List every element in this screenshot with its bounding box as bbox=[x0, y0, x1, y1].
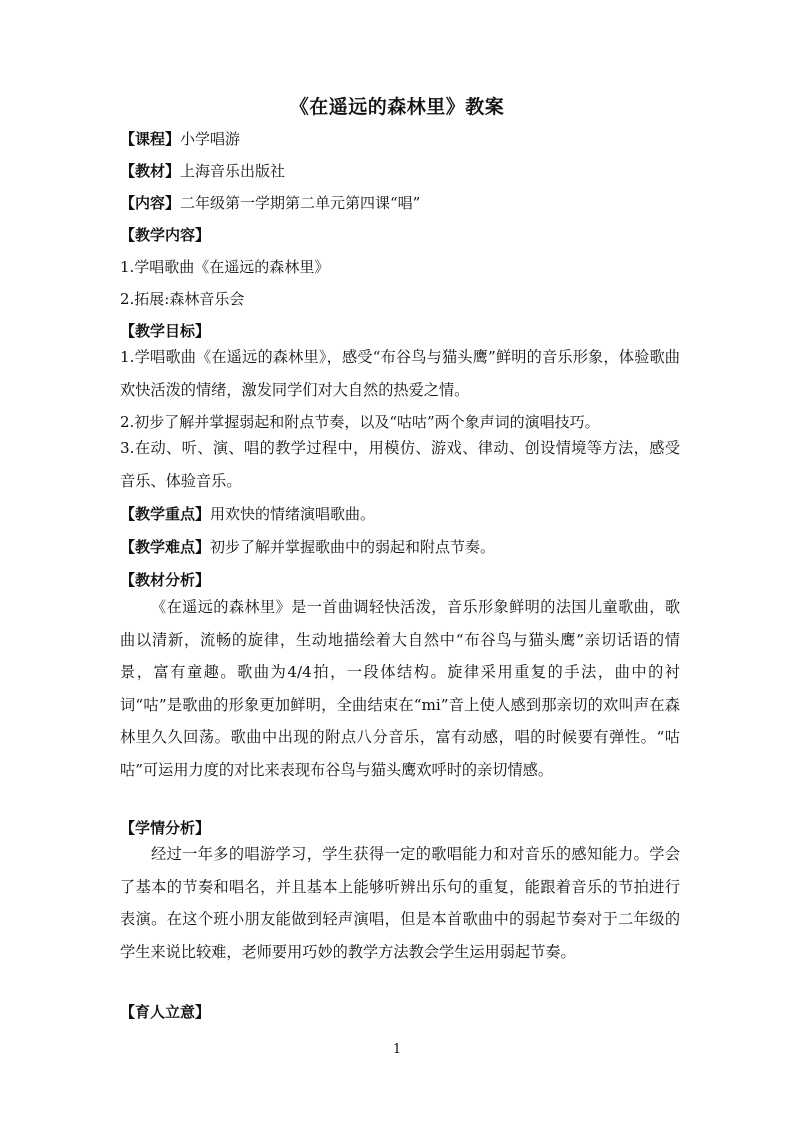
course-value: 小学唱游 bbox=[180, 130, 241, 148]
textbook-line bbox=[120, 161, 680, 181]
key-point-value: 用欢快的情绪演唱歌曲。 bbox=[210, 505, 376, 523]
teaching-content-item-1: 1.学唱歌曲《在遥远的森林里》 bbox=[120, 258, 330, 276]
material-analysis-text: 《在遥远的森林里》是一首曲调轻快活泼，音乐形象鲜明的法国儿童歌曲，歌曲以清新，流畅的旋律，生动地描绘着大自然中“布谷鸟与猫头鹰”亲切话语的情景，富有童趣。歌曲为4/4拍，一段体结构。旋律采用重复的手法，曲中的衬词“咕”是歌曲的形象更加鲜明，全曲结束在“mi”音上使人感到那亲切的欢叫声在森林里久久回荡。歌曲中出现的附点八分音乐，富有动感，唱的时候要有弹性。“咕咕”可运用力度的对比来表现布谷鸟与猫头鹰欢呼时的亲切情感。 bbox=[120, 598, 680, 779]
course-label: 【课程】 bbox=[120, 130, 181, 148]
content-line bbox=[120, 193, 680, 213]
content-label: 【内容】 bbox=[120, 194, 181, 212]
teaching-content-heading: 【教学内容】 bbox=[120, 226, 211, 244]
objectives-heading: 【教学目标】 bbox=[120, 322, 211, 340]
student-analysis-heading: 【学情分析】 bbox=[120, 819, 211, 837]
textbook-label: 【教材】 bbox=[120, 162, 181, 180]
difficulty-label: 【教学难点】 bbox=[120, 538, 211, 556]
student-analysis-text: 经过一年多的唱游学习，学生获得一定的歌唱能力和对音乐的感知能力。学会了基本的节奏和唱名，并且基本上能够听辨出乐句的重复，能跟着音乐的节拍进行表演。在这个班小朋友能做到轻声演唱，但是本首歌曲中的弱起节奏对于二年级的学生来说比较难，老师要用巧妙的教学方法教会学生运用弱起节奏。 bbox=[120, 845, 680, 961]
page-title: 《在遥远的森林里》教案 bbox=[289, 96, 505, 118]
course-line bbox=[120, 129, 680, 149]
objective-item-2: 2.初步了解并掌握弱起和附点节奏，以及“咕咕”两个象声词的演唱技巧。 bbox=[120, 413, 600, 431]
textbook-value: 上海音乐出版社 bbox=[180, 162, 286, 180]
content-value: 二年级第一学期第二单元第四课“唱” bbox=[180, 194, 421, 212]
education-intent-heading: 【育人立意】 bbox=[120, 1003, 211, 1021]
teaching-content-item-2: 2.拓展:森林音乐会 bbox=[120, 290, 245, 308]
difficulty-value: 初步了解并掌握歌曲中的弱起和附点节奏。 bbox=[210, 538, 496, 556]
objective-item-1: 1.学唱歌曲《在遥远的森林里》，感受“布谷鸟与猫头鹰”鲜明的音乐形象，体验歌曲欢快活泼的情绪，激发同学们对大自然的热爱之情。 bbox=[120, 348, 680, 399]
material-analysis-heading: 【教材分析】 bbox=[120, 571, 211, 589]
page-number: 1 bbox=[392, 1042, 402, 1057]
difficulty-line bbox=[120, 537, 680, 557]
objective-item-3: 3.在动、听、演、唱的教学过程中，用模仿、游戏、律动、创设情境等方法，感受音乐、体验音乐。 bbox=[120, 439, 680, 490]
key-point-line bbox=[120, 504, 680, 524]
key-point-label: 【教学重点】 bbox=[120, 505, 211, 523]
